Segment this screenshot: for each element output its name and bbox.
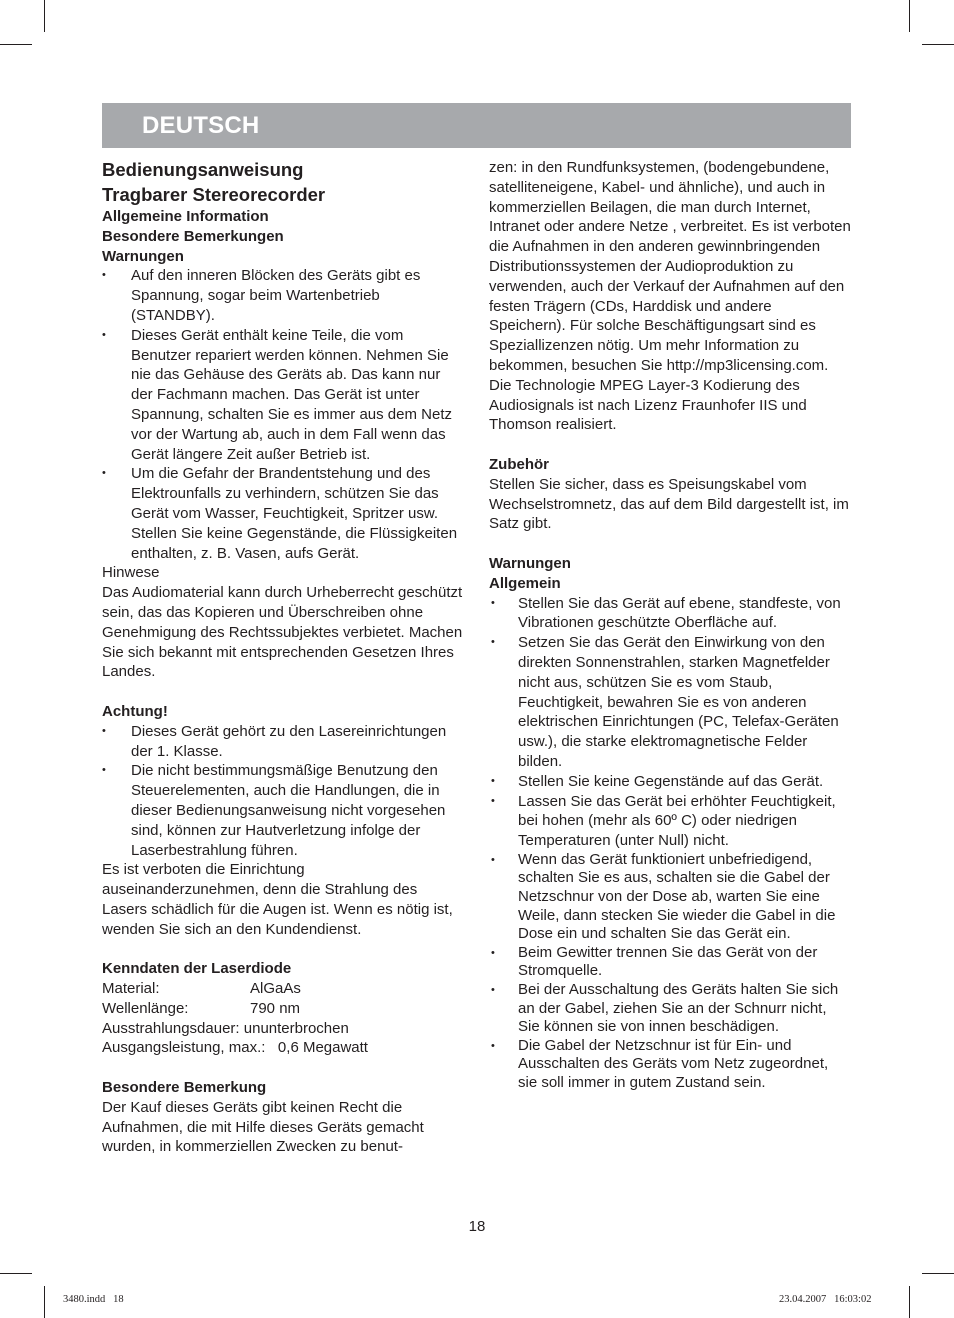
- heading-general-info: Allgemeine Information: [102, 208, 269, 225]
- page-number: 18: [468, 1218, 486, 1235]
- crop-mark: [44, 1286, 45, 1318]
- spec-duration: Ausstrahlungsdauer: ununterbrochen: [102, 1019, 349, 1037]
- spec-wavelength: [102, 999, 464, 1019]
- list-item: • Wenn das Gerät funktioniert unbefriedigend, schalten Sie es aus, schalten sie die Gabel der Netzschnur von der Dose ab, warten Sie eine Weile, dann stecken Sie wieder die Gabel in die Dose ein und schalten Sie das Gerät ein.: [489, 851, 851, 944]
- left-column: [102, 157, 464, 1157]
- heading-accessories: Zubehör: [489, 455, 549, 473]
- right-column: [489, 158, 851, 1093]
- list-item: • Dieses Gerät gehört zu den Lasereinrichtungen der 1. Klasse.: [102, 722, 464, 762]
- list-item: • Stellen Sie das Gerät auf ebene, standfeste, von Vibrationen geschützte Oberfläche auf.: [489, 594, 851, 634]
- banner-title: DEUTSCH: [142, 112, 260, 139]
- heading-warnings: Warnungen: [489, 554, 571, 572]
- notes-text: Das Audiomaterial kann durch Urheberrecht geschützt sein, das das Kopieren und Überschreiben ohne Genehmigung des Rechtssubjektes verbietet. Machen Sie sich bekannt mit entsprechenden Gesetzen Ihres Landes.: [102, 584, 463, 681]
- laser-warning-text: Es ist verboten die Einrichtung auseinanderzunehmen, denn die Strahlung des Lasers schädlich für die Augen ist. Wenn es nötig ist, wenden Sie sich an den Kundendienst.: [102, 861, 453, 938]
- title-line-1: Bedienungsanweisung: [102, 159, 304, 180]
- list-item: • Beim Gewitter trennen Sie das Gerät von der Stromquelle.: [489, 944, 851, 981]
- special-remark-text: Der Kauf dieses Geräts gibt keinen Recht die Aufnahmen, die mit Hilfe dieses Geräts gemacht wurden, in kommerziellen Zwecken zu benut-: [102, 1098, 424, 1156]
- spec-key: Wellenlänge:: [102, 999, 189, 1017]
- document-title: [102, 157, 464, 207]
- attention-list: [102, 722, 464, 861]
- heading-warnings: Warnungen: [102, 247, 184, 265]
- accessories-text: Stellen Sie sicher, dass es Speisungskabel vom Wechselstromnetz, das auf dem Bild dargestellt ist, im Satz gibt.: [489, 475, 849, 533]
- general-warnings-list: [489, 594, 851, 1093]
- heading-general: Allgemein: [489, 574, 561, 592]
- heading-special-remark: Besondere Bemerkung: [102, 1079, 267, 1097]
- spec-material: [102, 979, 464, 999]
- list-item: • Bei der Ausschaltung des Geräts halten Sie sich an der Gabel, ziehen Sie an der Schnurr nicht, Sie können sie von innen beschädigen.: [489, 981, 851, 1037]
- list-item: • Setzen Sie das Gerät den Einwirkung von den direkten Sonnenstrahlen, starken Magnetfelder nicht aus, schützen Sie es vom Staub, Feuchtigkeit, bewahren Sie es von anderen elektrischen Einrichtungen (PC, Telefax-Geräten usw.), die starke elektromagnetische Felder bilden.: [489, 633, 851, 772]
- heading-laser-specs: Kenndaten der Laserdiode: [102, 960, 292, 978]
- crop-mark: [0, 44, 32, 45]
- spec-value: AlGaAs: [250, 980, 301, 998]
- list-item: • Um die Gefahr der Brandentstehung und des Elektrounfalls zu verhindern, schützen Sie das Gerät vom Wasser, Feuchtigkeit, Spritzer usw. Stellen Sie keine Gegenstände, die Flüssigkeiten enthalten, z. B. Vasen, aufs Gerät.: [102, 464, 464, 563]
- slug-file: 3480.indd 18: [63, 1294, 124, 1305]
- crop-mark: [922, 1273, 954, 1274]
- continued-text: zen: in den Rundfunksystemen, (bodengebundene, satelliteneigene, Kabel- und ähnliche), und auch in kommerziellen Beilagen, die man durch Internet, Intranet oder andere Netze , verbreitet. Es ist verboten die Aufnahmen in den anderen gewinnbringenden Distributionssystemen der Audioproduktion zu verwenden, auch der Verkauf der Aufnahmen auf den festen Trägern (CDs, Harddisk und andere Speichern). Für solche Beschäftigungsart sind es Speziallizenzen nötig. Um mehr Information zu bekommen, besuchen Sie http://mp3licensing.com. Die Technologie MPEG Layer-3 Kodierung des Audiosignals ist nach Lizenz Fraunhofer IIS und Thomson realisiert.: [489, 159, 851, 434]
- crop-mark: [0, 1273, 32, 1274]
- spec-value: 790 nm: [250, 999, 301, 1017]
- list-item: • Die nicht bestimmungsmäßige Benutzung den Steuerelementen, auch die Handlungen, die in dieser Bedienungsanweisung nicht vorgesehen sind, können zur Hautverletzung infolge der Laserbestrahlung führen.: [102, 761, 464, 860]
- crop-mark: [909, 0, 910, 32]
- list-item: • Stellen Sie keine Gegenstände auf das Gerät.: [489, 772, 851, 792]
- slug-timestamp: 23.04.2007 16:03:02: [779, 1294, 872, 1305]
- heading-attention: Achtung!: [102, 702, 168, 720]
- list-item: • Lassen Sie das Gerät bei erhöhter Feuchtigkeit, bei hohen (mehr als 60º C) oder niedrigen Temperaturen (unter Null) nicht.: [489, 792, 851, 851]
- heading-special-remarks: Besondere Bemerkungen: [102, 227, 284, 245]
- spec-output-power: Ausgangsleistung, max.: 0,6 Megawatt: [102, 1039, 368, 1057]
- crop-mark: [909, 1286, 910, 1318]
- spec-key: Material:: [102, 980, 160, 998]
- language-banner: [102, 103, 851, 148]
- warnings-list: [102, 266, 464, 563]
- list-item: • Auf den inneren Blöcken des Geräts gibt es Spannung, sogar beim Wartenbetrieb (STANDBY).: [102, 266, 464, 325]
- title-line-2: Tragbarer Stereorecorder: [102, 184, 326, 205]
- crop-mark: [44, 0, 45, 32]
- list-item: • Die Gabel der Netzschnur ist für Ein- und Ausschalten des Geräts vom Netz zugeordnet, sie soll immer in gutem Zustand sein.: [489, 1037, 851, 1093]
- notes-label: Hinwese: [102, 564, 160, 582]
- list-item: • Dieses Gerät enthält keine Teile, die vom Benutzer repariert werden können. Nehmen Sie nie das Gehäuse des Geräts ab. Das kann nur der Fachmann machen. Das Gerät ist unter Spannung, schalten Sie es immer aus dem Netz vor der Wartung ab, auch in dem Fall wenn das Gerät längere Zeit außer Betrieb ist.: [102, 326, 464, 465]
- crop-mark: [922, 44, 954, 45]
